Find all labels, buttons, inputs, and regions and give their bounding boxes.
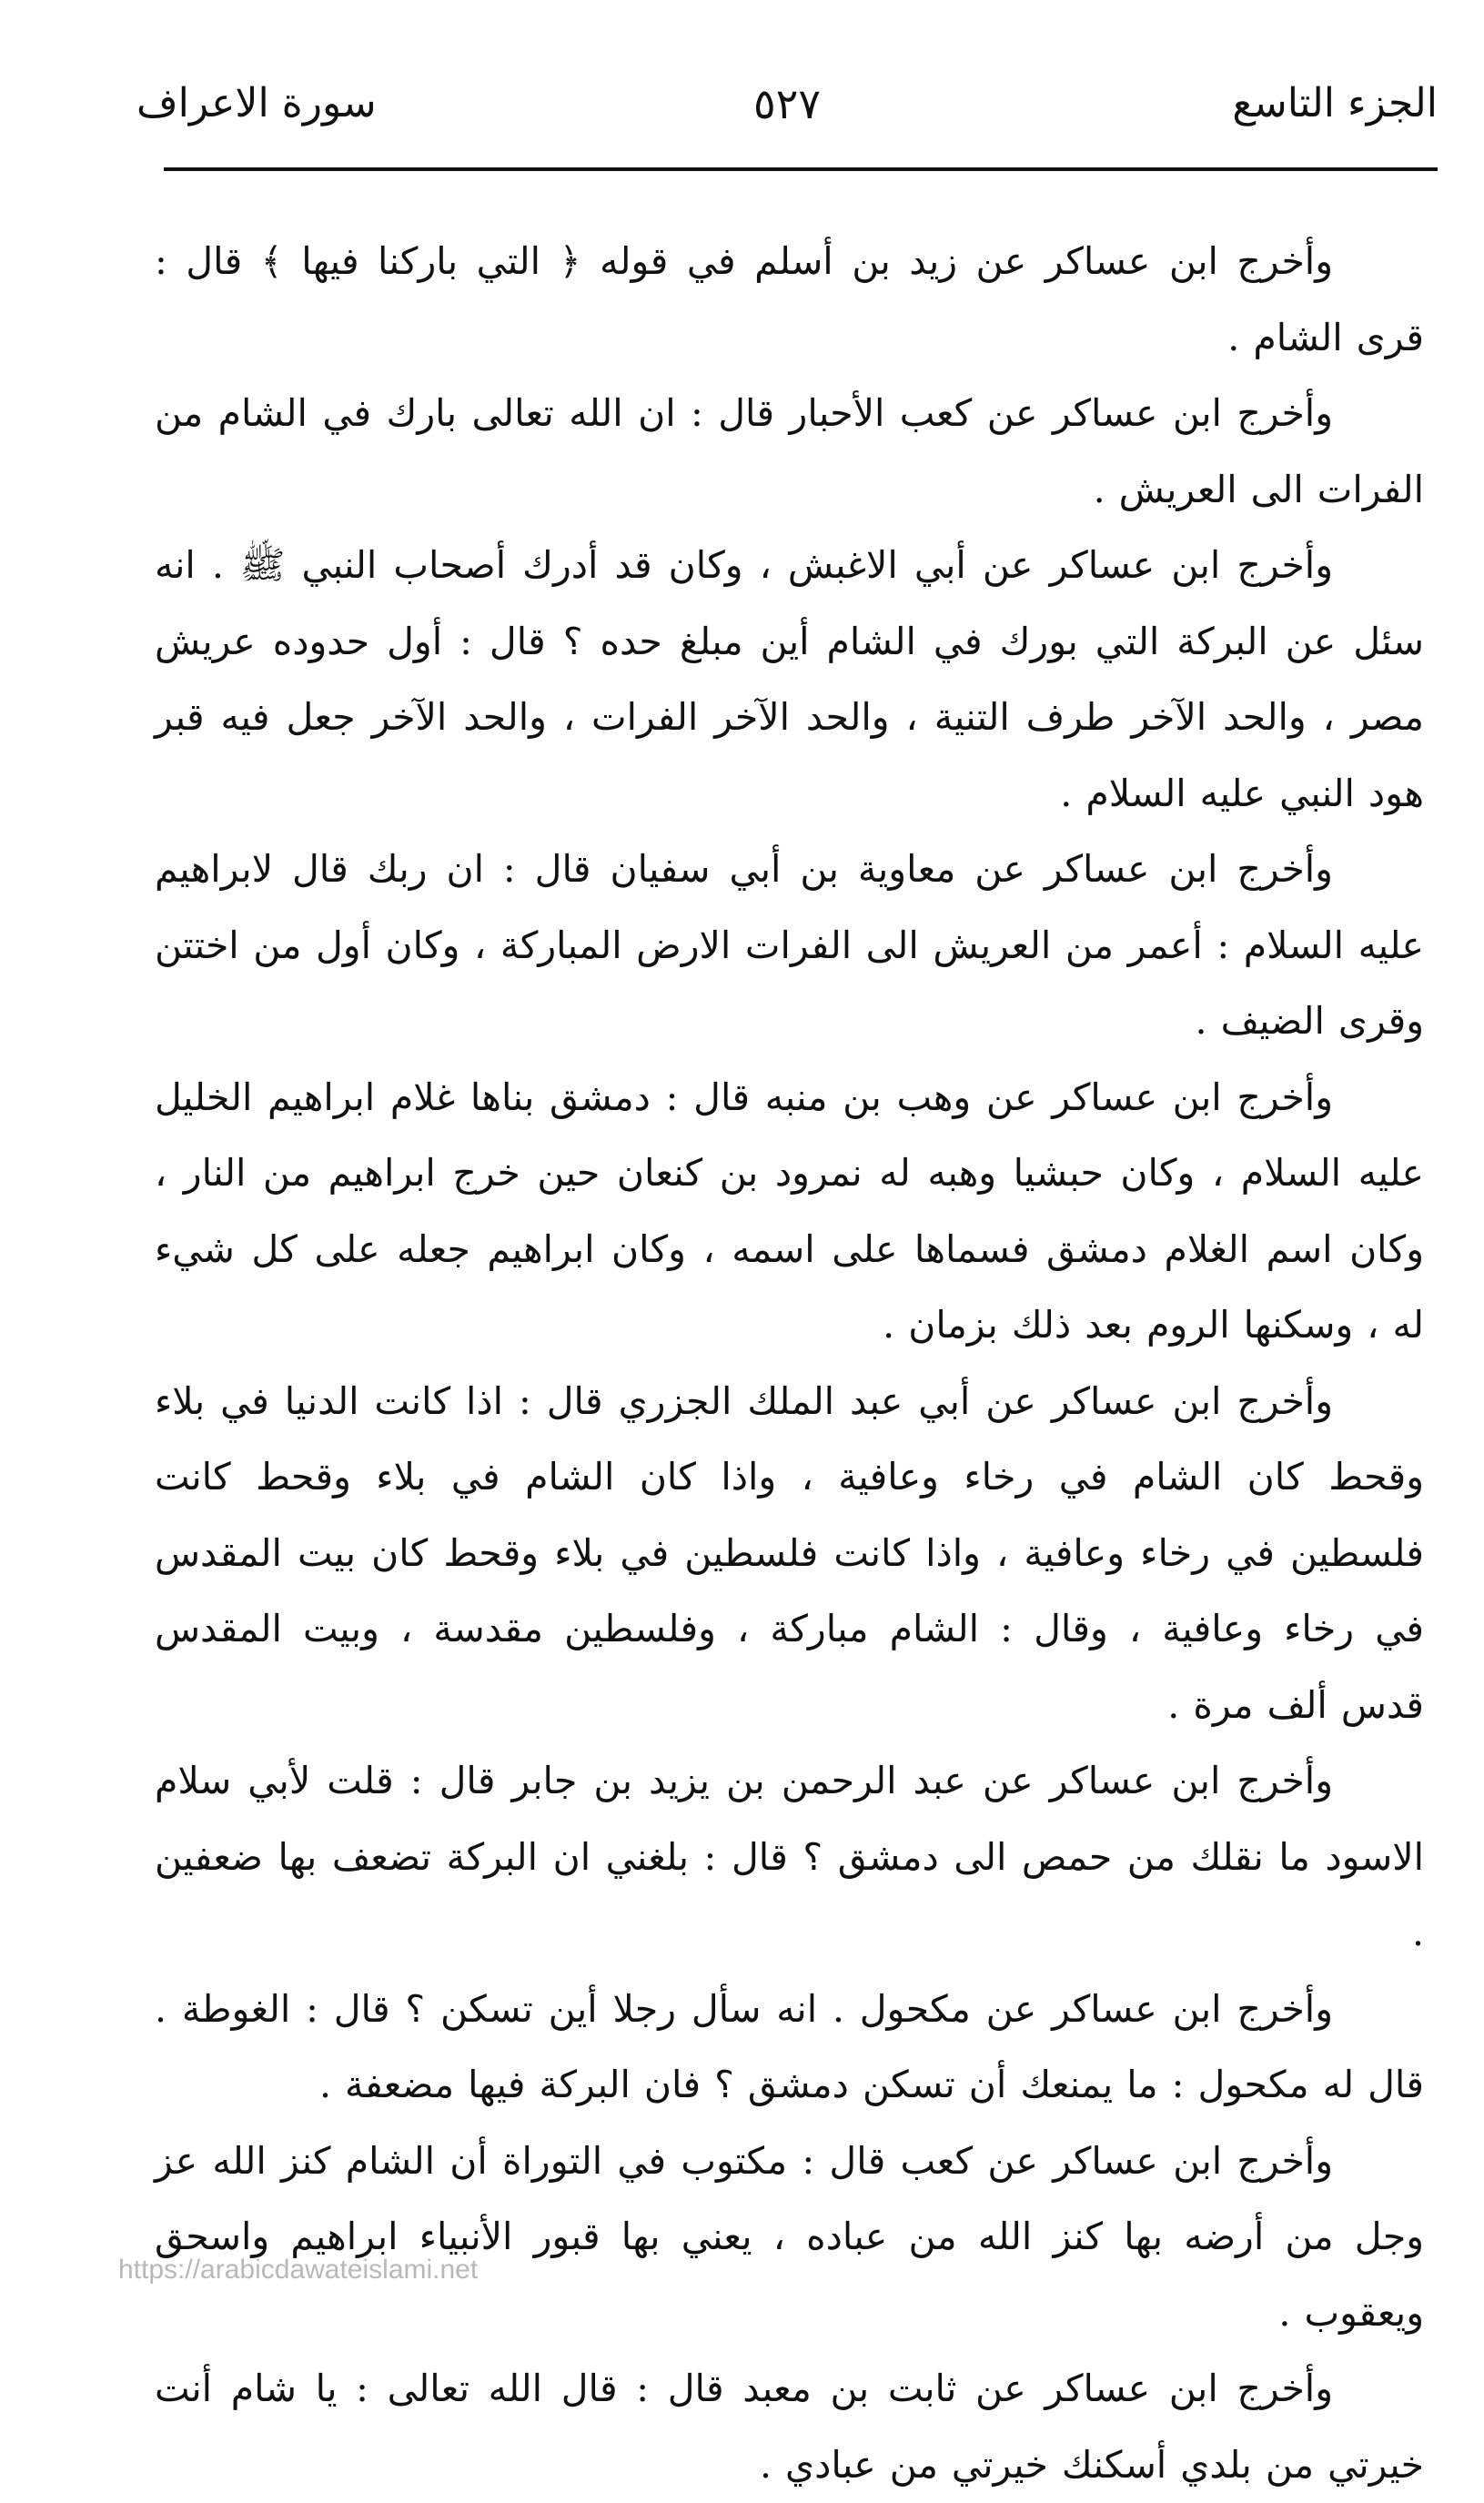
paragraph-4: وأخرج ابن عساكر عن معاوية بن أبي سفيان قال : ان ربك قال لابراهيم عليه السلام : أعمر من العريش الى الفرات الارض المباركة ، وكان أول من اختتن وقرى الضيف . bbox=[155, 847, 1424, 1043]
paragraph-5: وأخرج ابن عساكر عن وهب بن منبه قال : دمشق بناها غلام ابراهيم الخليل عليه السلام ، وكان حبشيا وهبه له نمرود بن كنعان حين خرج ابراهيم من النار ، وكان اسم الغلام دمشق فسماها على اسمه ، وكان ابراهيم جعله على كل شيء له ، وسكنها الروم بعد ذلك بزمان . bbox=[155, 1075, 1424, 1347]
page-number: ٥٢٧ bbox=[752, 79, 822, 128]
paragraph-8: وأخرج ابن عساكر عن مكحول . انه سأل رجلا أين تسكن ؟ قال : الغوطة . قال له مكحول : ما يمنعك أن تسكن دمشق ؟ فان البركة فيها مضعفة . bbox=[155, 1986, 1424, 2106]
page-body bbox=[155, 224, 1424, 2503]
watermark-url: https://arabicdawateislami.net bbox=[118, 2255, 479, 2285]
paragraph-2: وأخرج ابن عساكر عن كعب الأحبار قال : ان الله تعالى بارك في الشام من الفرات الى العريش . bbox=[155, 391, 1424, 511]
paragraph-3: وأخرج ابن عساكر عن أبي الاغبش ، وكان قد أدرك أصحاب النبي ﷺ . انه سئل عن البركة التي بورك في الشام أين مبلغ حده ؟ قال : أول حدوده عريش مصر ، والحد الآخر طرف التنية ، والحد الآخر الفرات ، والحد الآخر جعل فيه قبر هود النبي عليه السلام . bbox=[155, 543, 1424, 815]
paragraph-10: وأخرج ابن عساكر عن ثابت بن معبد قال : قال الله تعالى : يا شام أنت خيرتي من بلدي أسكنك خيرتي من عبادي . bbox=[155, 2367, 1424, 2487]
header-rule bbox=[164, 167, 1438, 171]
paragraph-6: وأخرج ابن عساكر عن أبي عبد الملك الجزري قال : اذا كانت الدنيا في بلاء وقحط كان الشام في رخاء وعافية ، واذا كان الشام في بلاء وقحط كانت فلسطين في رخاء وعافية ، واذا كانت فلسطين في بلاء وقحط كان بيت المقدس في رخاء وعافية ، وقال : الشام مباركة ، وفلسطين مقدسة ، وبيت المقدس قدس ألف مرة . bbox=[155, 1378, 1424, 1727]
paragraph-9: وأخرج ابن عساكر عن كعب قال : مكتوب في التوراة أن الشام كنز الله عز وجل من أرضه بها كنز الله من عباده ، يعني بها قبور الأنبياء ابراهيم واسحق ويعقوب . bbox=[155, 2138, 1424, 2335]
paragraph-7: وأخرج ابن عساكر عن عبد الرحمن بن يزيد بن جابر قال : قلت لأبي سلام الاسود ما نقلك من حمص الى دمشق ؟ قال : بلغني ان البركة تضعف بها ضعفين . bbox=[155, 1759, 1424, 1954]
part-label: الجزء التاسع bbox=[1232, 80, 1438, 126]
page-header bbox=[136, 64, 1438, 146]
surah-title: سورة الاعراف bbox=[136, 80, 377, 126]
paragraph-1: وأخرج ابن عساكر عن زيد بن أسلم في قوله ﴿ التي باركنا فيها ﴾ قال : قرى الشام . bbox=[155, 239, 1424, 359]
